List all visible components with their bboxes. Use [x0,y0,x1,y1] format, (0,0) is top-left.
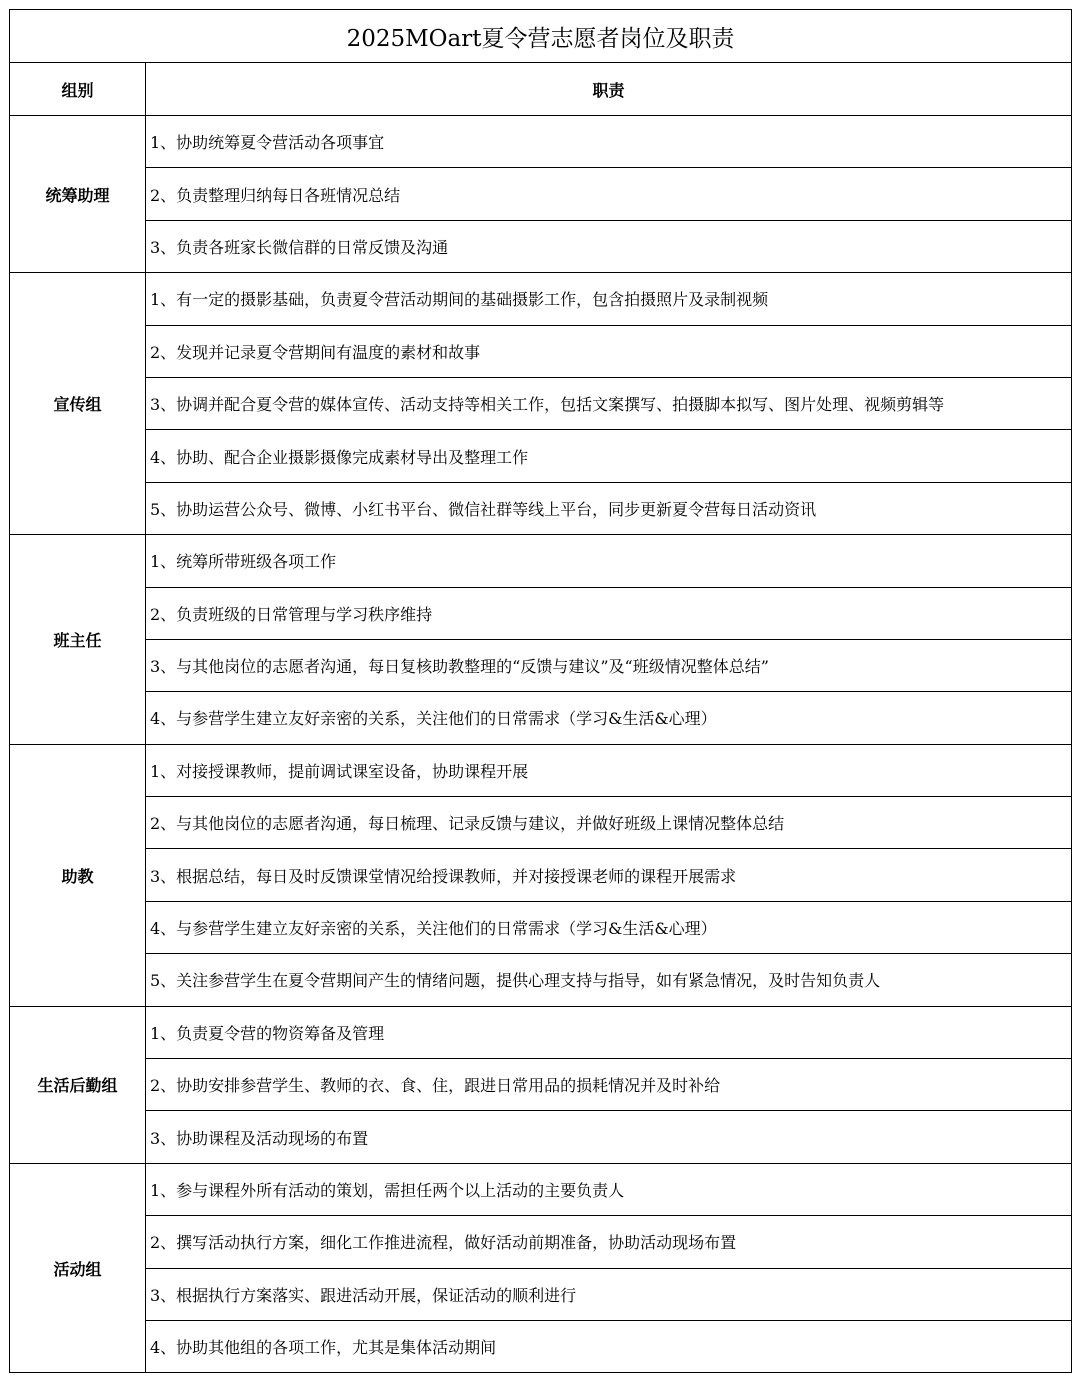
duty-cell: 2、撰写活动执行方案，细化工作推进流程，做好活动前期准备，协助活动现场布置 [146,1216,1072,1268]
duty-cell: 1、参与课程外所有活动的策划，需担任两个以上活动的主要负责人 [146,1163,1072,1215]
table-row [10,377,1072,429]
table-row [10,116,1072,168]
header-row [10,63,1072,116]
table-row [10,954,1072,1006]
duty-cell: 2、负责整理归纳每日各班情况总结 [146,168,1072,220]
table-row [10,744,1072,796]
duty-cell: 2、与其他岗位的志愿者沟通，每日梳理、记录反馈与建议，并做好班级上课情况整体总结 [146,797,1072,849]
group-name-cell: 助教 [10,744,146,1006]
group-name-cell: 宣传组 [10,273,146,535]
title-row [10,10,1072,63]
table-row [10,273,1072,325]
table-row [10,430,1072,482]
duty-cell: 1、统筹所带班级各项工作 [146,535,1072,587]
duties-sheet [9,9,1071,1373]
duty-cell: 4、与参营学生建立友好亲密的关系，关注他们的日常需求（学习&生活&心理） [146,901,1072,953]
duty-cell: 3、负责各班家长微信群的日常反馈及沟通 [146,220,1072,272]
duty-cell: 1、协助统筹夏令营活动各项事宜 [146,116,1072,168]
duty-cell: 5、关注参营学生在夏令营期间产生的情绪问题，提供心理支持与指导，如有紧急情况，及时告知负责人 [146,954,1072,1006]
duty-cell: 4、协助其他组的各项工作，尤其是集体活动期间 [146,1320,1072,1372]
duty-cell: 3、与其他岗位的志愿者沟通，每日复核助教整理的“反馈与建议”及“班级情况整体总结” [146,639,1072,691]
table-row [10,901,1072,953]
group-name-cell: 生活后勤组 [10,1006,146,1163]
table-row [10,1111,1072,1163]
table-row [10,482,1072,534]
table-row [10,220,1072,272]
table-row [10,849,1072,901]
duty-column-header: 职责 [146,63,1072,116]
duty-cell: 4、协助、配合企业摄影摄像完成素材导出及整理工作 [146,430,1072,482]
sheet-title: 2025MOart夏令营志愿者岗位及职责 [10,10,1072,63]
group-column-header: 组别 [10,63,146,116]
table-row [10,535,1072,587]
duty-cell: 1、有一定的摄影基础，负责夏令营活动期间的基础摄影工作，包含拍摄照片及录制视频 [146,273,1072,325]
duty-cell: 2、负责班级的日常管理与学习秩序维持 [146,587,1072,639]
group-name-cell: 活动组 [10,1163,146,1373]
table-row [10,1320,1072,1372]
duty-cell: 4、与参营学生建立友好亲密的关系，关注他们的日常需求（学习&生活&心理） [146,692,1072,744]
duty-cell: 3、根据总结，每日及时反馈课堂情况给授课教师，并对接授课老师的课程开展需求 [146,849,1072,901]
table-row [10,1216,1072,1268]
duty-cell: 3、协助课程及活动现场的布置 [146,1111,1072,1163]
table-row [10,1059,1072,1111]
duty-cell: 1、对接授课教师，提前调试课室设备，协助课程开展 [146,744,1072,796]
duties-table [9,9,1072,1373]
table-row [10,168,1072,220]
duty-cell: 3、根据执行方案落实、跟进活动开展，保证活动的顺利进行 [146,1268,1072,1320]
duty-cell: 2、发现并记录夏令营期间有温度的素材和故事 [146,325,1072,377]
table-body [10,116,1072,1373]
table-row [10,1006,1072,1058]
table-row [10,1163,1072,1215]
table-row [10,639,1072,691]
duty-cell: 5、协助运营公众号、微博、小红书平台、微信社群等线上平台，同步更新夏令营每日活动资讯 [146,482,1072,534]
group-name-cell: 统筹助理 [10,116,146,273]
table-row [10,797,1072,849]
duty-cell: 2、协助安排参营学生、教师的衣、食、住，跟进日常用品的损耗情况并及时补给 [146,1059,1072,1111]
duty-cell: 3、协调并配合夏令营的媒体宣传、活动支持等相关工作，包括文案撰写、拍摄脚本拟写、图片处理、视频剪辑等 [146,377,1072,429]
table-row [10,325,1072,377]
group-name-cell: 班主任 [10,535,146,745]
table-row [10,1268,1072,1320]
table-row [10,692,1072,744]
table-row [10,587,1072,639]
duty-cell: 1、负责夏令营的物资筹备及管理 [146,1006,1072,1058]
